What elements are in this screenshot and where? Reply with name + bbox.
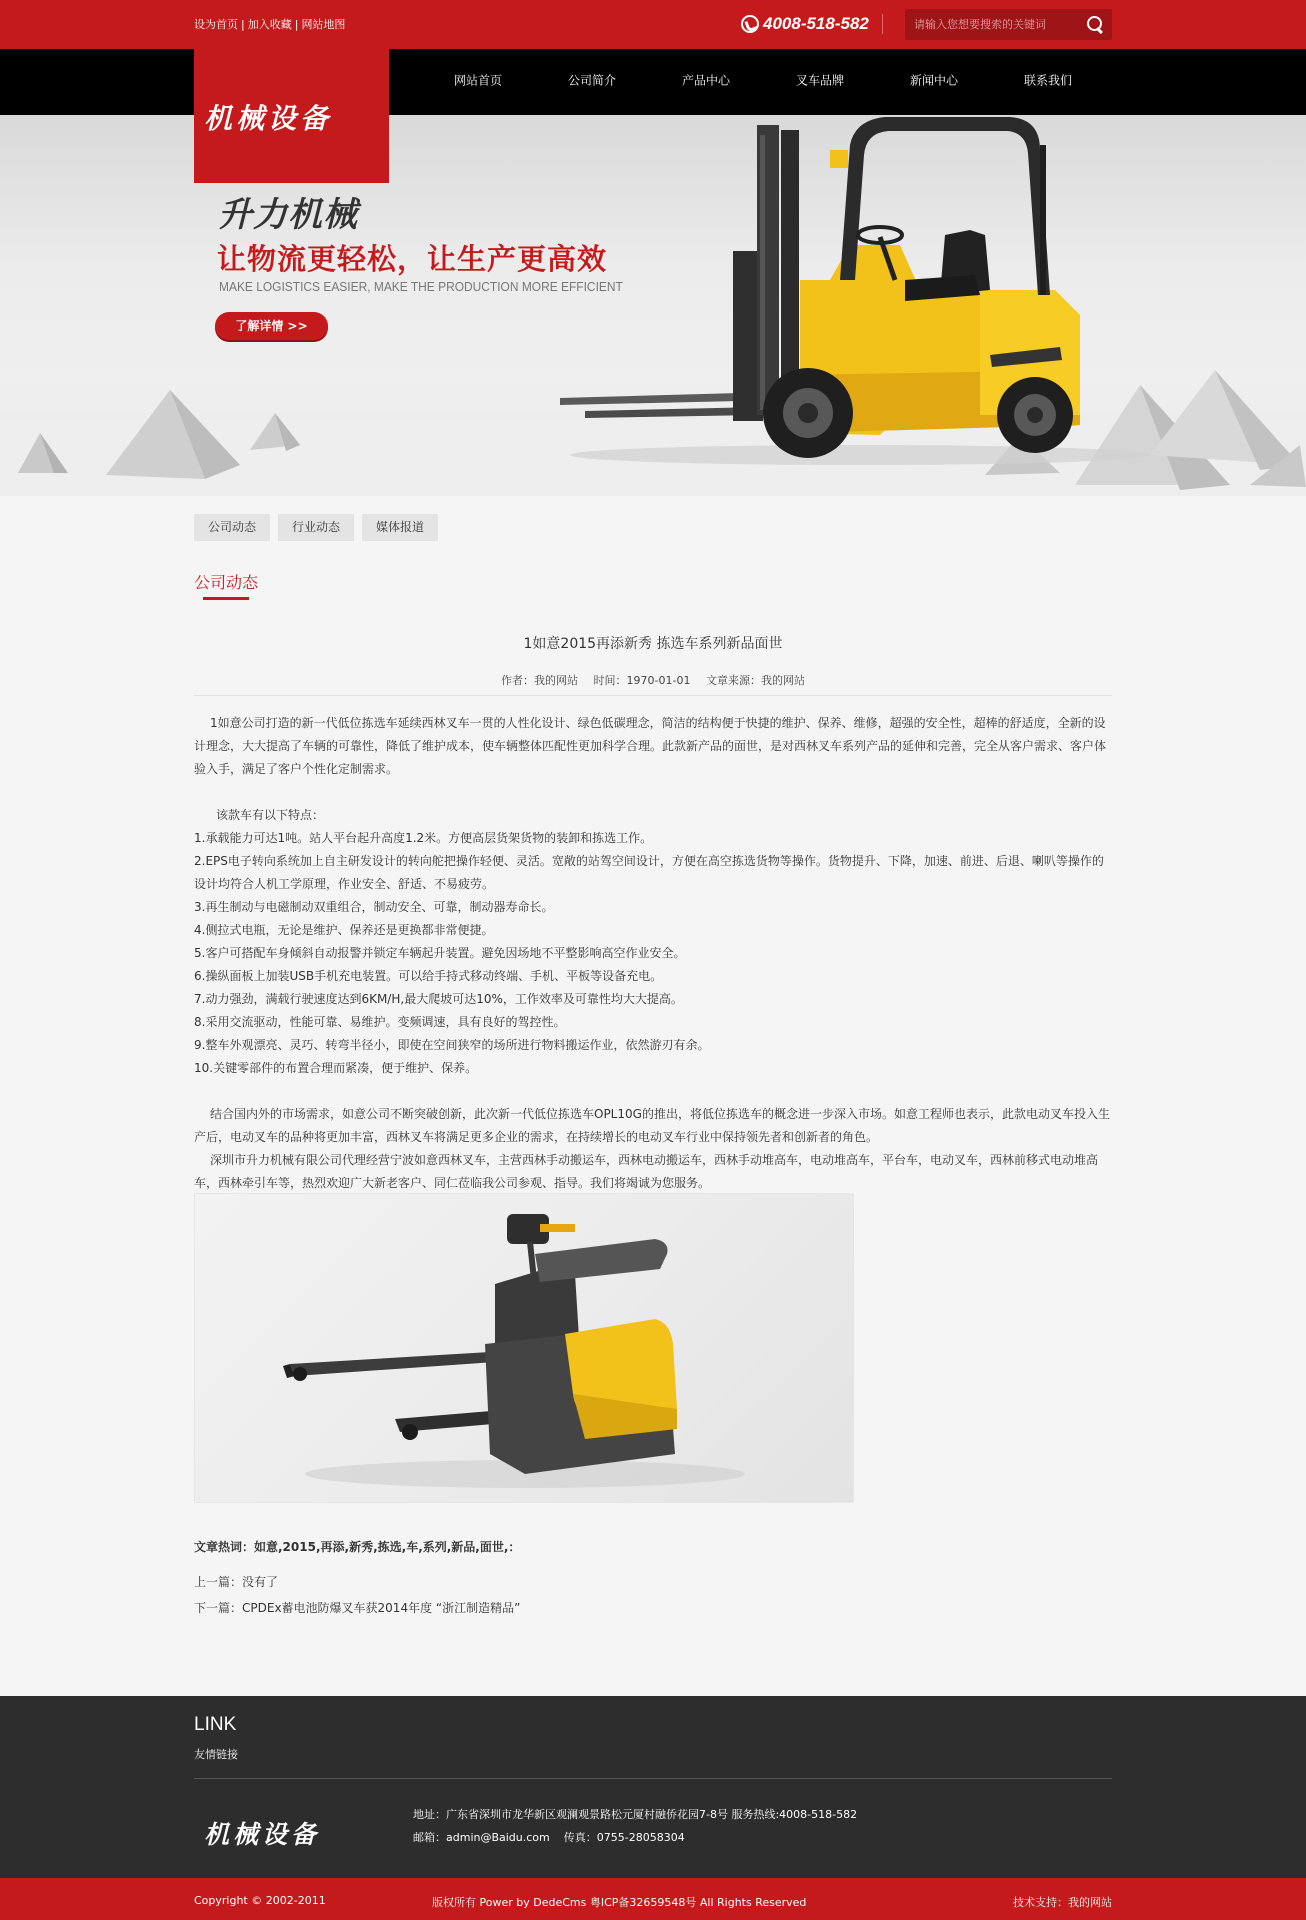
hotline xyxy=(741,13,869,35)
article-source: 文章来源：我的网站 xyxy=(705,674,805,687)
feature-item: 2.EPS电子转向系统加上自主研发设计的转向舵把操作轻便、灵活。宽敞的站驾空间设计，方便在高空拣选货物等操作。货物提升、下降，加速、前进、后退、喇叭等操作的设计均符合人机工学原理，作业安全、舒适、不易疲劳。 xyxy=(194,854,1104,891)
forklift-image xyxy=(560,117,1150,465)
tech-support-link[interactable]: 技术支持：我的网站 xyxy=(1013,1896,1112,1909)
pyramid-decoration xyxy=(18,370,1306,490)
feature-item: 3.再生制动与电磁制动双重组合，制动安全、可靠，制动器寿命长。 xyxy=(194,900,554,914)
search-input[interactable] xyxy=(905,9,1075,40)
rights-text: 版权所有 Power by DedeCms 粤ICP备32659548号 All Rights Reserved xyxy=(432,1896,807,1909)
footer-logo: 机械设备 xyxy=(204,1820,321,1849)
site-logo[interactable] xyxy=(194,49,389,183)
banner-subtitle: MAKE LOGISTICS EASIER, MAKE THE PRODUCTION MORE EFFICIENT xyxy=(219,279,623,294)
prev-article-link[interactable]: 上一篇：没有了 xyxy=(194,1575,279,1589)
section-title: 公司动态 xyxy=(194,573,259,592)
logo-text: 机械设备 xyxy=(204,102,333,135)
footer-link-title: LINK xyxy=(194,1714,237,1735)
article-title: 1如意2015再添新秀 拣选车系列新品面世 xyxy=(523,636,783,652)
article-body xyxy=(194,712,1112,1195)
learn-more-button[interactable]: 了解详情 >> xyxy=(215,312,328,340)
feature-item: 10.关键零部件的布置合理而紧凑，便于维护、保养。 xyxy=(194,1061,478,1075)
feature-item: 7.动力强劲，满载行驶速度达到6KM/H,最大爬坡可达10%，工作效率及可靠性均大大提高。 xyxy=(194,992,683,1006)
footer-fax: 传真：0755-28058304 xyxy=(563,1831,685,1844)
feature-item: 4.侧拉式电瓶，无论是维护、保养还是更换都非常便捷。 xyxy=(194,923,494,937)
section-underline xyxy=(203,597,249,600)
footer-link-subtitle: 友情链接 xyxy=(194,1748,238,1761)
feature-item: 5.客户可搭配车身倾斜自动报警并锁定车辆起升装置。避免因场地不平整影响高空作业安全。 xyxy=(194,946,686,960)
phone-icon xyxy=(741,15,759,33)
article-intro: 1如意公司打造的新一代低位拣选车延续西林叉车一贯的人性化设计、绿色低碳理念，简洁的结构便于快捷的维护、保养、维修，超强的安全性，超棒的舒适度，全新的设计理念，大大提高了车辆的可靠性，降低了维护成本，使车辆整体匹配性更加科学合理。此款新产品的面世，是对西林叉车系列产品的延伸和完善，完全从客户需求、客户体验入手，满足了客户个性化定制需求。 xyxy=(194,716,1107,776)
footer-email: 邮箱：admin@Baidu.com xyxy=(413,1831,550,1844)
article-image xyxy=(194,1193,854,1503)
article-time: 时间：1970-01-01 xyxy=(593,674,691,687)
nav-brands[interactable]: 叉车品牌 xyxy=(796,73,845,88)
features-heading: 该款车有以下特点： xyxy=(216,808,325,822)
footer-address: 地址：广东省深圳市龙华新区观澜观景路松元厦村融侨花园7-8号 服务热线:4008-518-582 xyxy=(413,1808,858,1821)
tab-industry-news[interactable]: 行业动态 xyxy=(278,514,354,541)
article-meta xyxy=(194,672,1112,688)
next-article-link[interactable]: 下一篇：CPDEx蓄电池防爆叉车获2014年度 “浙江制造精品” xyxy=(194,1601,521,1615)
article-divider xyxy=(194,695,1112,696)
footer-contact xyxy=(413,1829,699,1845)
tab-media-reports[interactable]: 媒体报道 xyxy=(362,514,438,541)
nav-news[interactable]: 新闻中心 xyxy=(910,73,959,88)
divider xyxy=(882,14,883,34)
search-box xyxy=(905,9,1112,40)
article-paragraph: 结合国内外的市场需求，如意公司不断突破创新，此次新一代低位拣选车OPL10G的推出，将低位拣选车的概念进一步深入市场。如意工程师也表示，此款电动叉车投入生产后，电动叉车的品种将更加丰富，西林叉车将满足更多企业的需求，在持续增长的电动叉车行业中保持领先者和创新者的角色。 xyxy=(194,1107,1110,1144)
copyright: Copyright © 2002-2011 xyxy=(194,1894,326,1907)
nav-home[interactable]: 网站首页 xyxy=(454,73,503,88)
nav-contact[interactable]: 联系我们 xyxy=(1024,73,1073,88)
sitemap-link[interactable]: 网站地图 xyxy=(301,18,346,31)
feature-item: 9.整车外观漂亮、灵巧、转弯半径小，即使在空间狭窄的场所进行物料搬运作业，依然游刃有余。 xyxy=(194,1038,710,1052)
feature-item: 6.操纵面板上加装USB手机充电装置。可以给手持式移动终端、手机、平板等设备充电。 xyxy=(194,969,663,983)
feature-item: 8.采用交流驱动，性能可靠、易维护。变频调速，具有良好的驾控性。 xyxy=(194,1015,566,1029)
add-favorite-link[interactable]: 加入收藏 xyxy=(247,18,292,31)
article-author: 作者：我的网站 xyxy=(501,674,579,687)
hot-words: 文章热词：如意,2015,再添,新秀,拣选,车,系列,新品,面世,： xyxy=(194,1540,521,1554)
article-paragraph: 深圳市升力机械有限公司代理经营宁波如意西林叉车，主营西林手动搬运车，西林电动搬运车，西林手动堆高车，电动堆高车，平台车，电动叉车，西林前移式电动堆高车，西林牵引车等，热烈欢迎广大新老客户、同仁莅临我公司参观、指导。我们将竭诚为您服务。 xyxy=(194,1153,1099,1190)
search-icon[interactable] xyxy=(1086,15,1106,35)
pallet-truck-image xyxy=(195,1194,854,1503)
bottom-bar xyxy=(0,1878,1306,1920)
feature-item: 1.承载能力可达1吨。站人平台起升高度1.2米。方便高层货架货物的装卸和拣选工作。 xyxy=(194,831,653,845)
top-links: 设为首页 | 加入收藏 | 网站地图 xyxy=(194,18,346,31)
footer-divider xyxy=(194,1778,1112,1779)
footer xyxy=(0,1696,1306,1878)
set-home-link[interactable]: 设为首页 xyxy=(194,18,238,31)
banner-slogan: 让物流更轻松，让生产更高效 xyxy=(217,242,608,276)
tab-company-news[interactable]: 公司动态 xyxy=(194,514,270,541)
hotline-number: 4008-518-582 xyxy=(763,14,869,33)
news-tabs xyxy=(194,514,446,541)
top-bar xyxy=(0,0,1306,49)
nav-products[interactable]: 产品中心 xyxy=(682,73,731,88)
banner-title: 升力机械 xyxy=(218,195,358,235)
nav-about[interactable]: 公司简介 xyxy=(568,73,617,88)
